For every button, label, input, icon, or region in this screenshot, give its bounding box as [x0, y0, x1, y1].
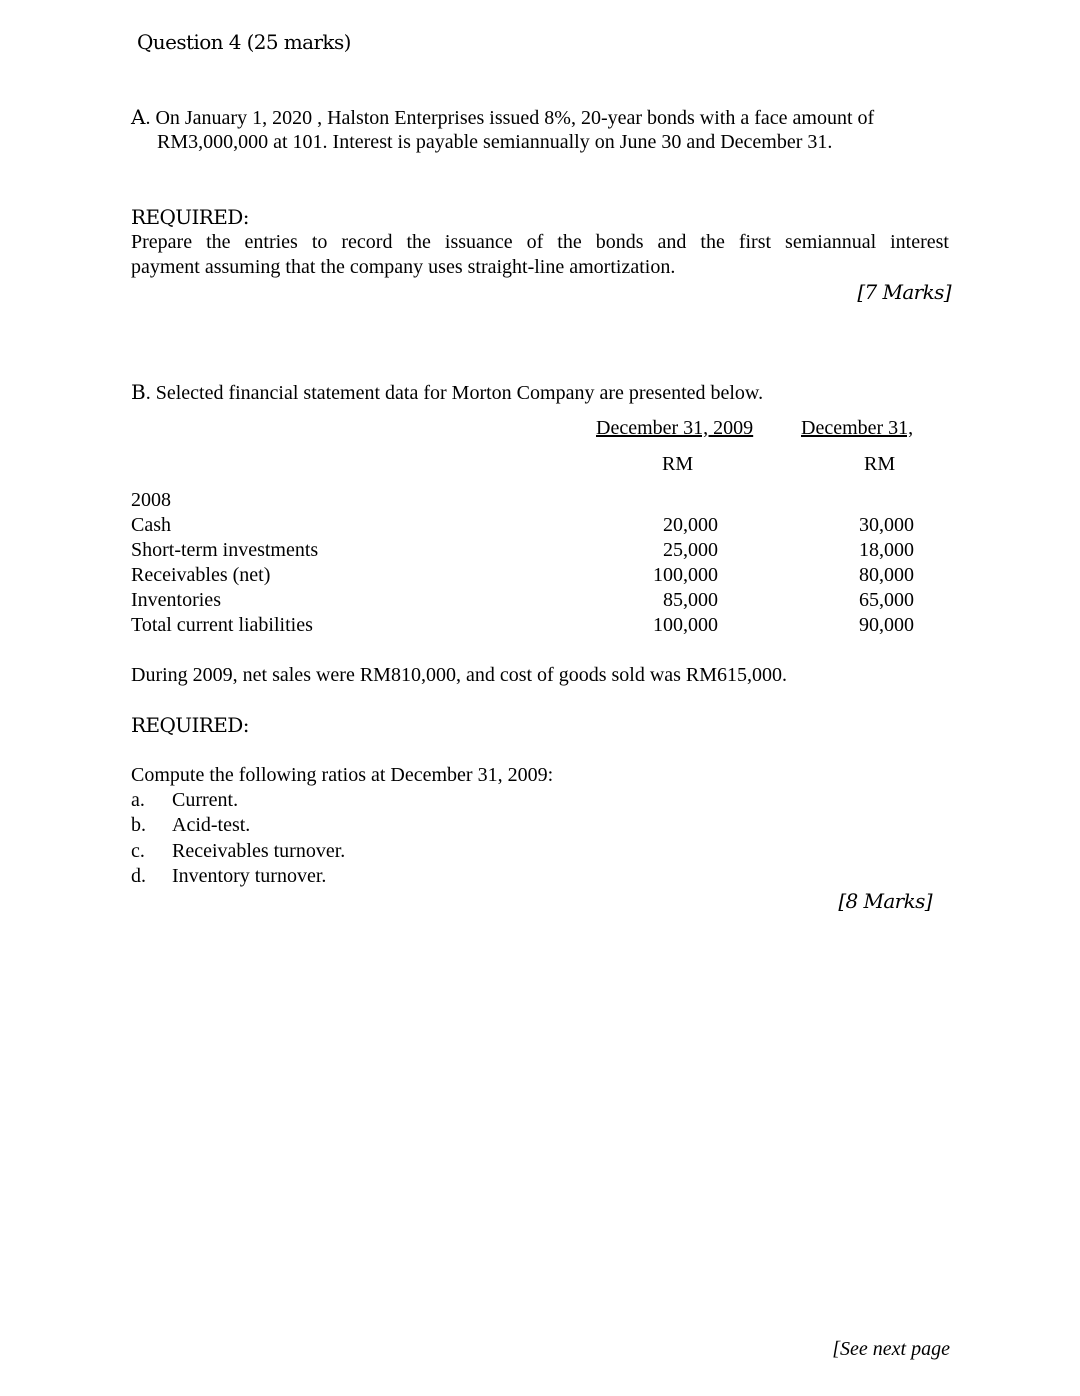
ratio-marker-d: d.: [131, 865, 146, 887]
question-title: Question 4 (25 marks): [137, 30, 351, 54]
ratio-item-inventory-turnover: Inventory turnover.: [172, 865, 327, 887]
row-label-total-current-liabilities: Total current liabilities: [131, 614, 313, 636]
row-label-short-term-investments: Short-term investments: [131, 539, 319, 561]
part-a-required-line-1: Prepare the entries to record the issuance of the bonds and the first semiannual interest: [131, 231, 949, 253]
part-a-line-1: [131, 107, 874, 128]
row-value-2008-receivables: 80,000: [859, 564, 914, 586]
col-unit-2008: RM: [864, 453, 896, 475]
col-header-2008: December 31,: [801, 417, 914, 439]
col-header-2009: December 31, 2009: [596, 417, 754, 439]
see-next-page-footer: [See next page: [832, 1338, 950, 1360]
part-a-text-1: . On January 1, 2020 , Halston Enterprises issued 8%, 20-year bonds with a face amount of: [145, 107, 875, 129]
row-value-2009-short-term-investments: 25,000: [663, 539, 718, 561]
year-carry-label: 2008: [131, 489, 171, 511]
ratio-marker-a: a.: [131, 789, 145, 811]
row-label-inventories: Inventories: [131, 589, 221, 611]
ratio-item-acid-test: Acid-test.: [172, 814, 251, 836]
part-b-intro-text: . Selected financial statement data for Morton Company are presented below.: [145, 382, 764, 404]
part-a-marks: [7 Marks]: [857, 280, 951, 304]
ratio-marker-b: b.: [131, 814, 146, 836]
row-value-2008-cash: 30,000: [859, 514, 914, 536]
ratio-marker-c: c.: [131, 840, 145, 862]
part-b-required-heading: REQUIRED:: [131, 713, 249, 737]
part-b-intro: [131, 382, 763, 403]
part-a-letter: A: [131, 105, 146, 129]
part-a-line-2: RM3,000,000 at 101. Interest is payable semiannually on June 30 and December 31.: [157, 131, 833, 153]
row-label-receivables: Receivables (net): [131, 564, 271, 586]
row-value-2008-total-current-liabilities: 90,000: [859, 614, 914, 636]
row-value-2008-inventories: 65,000: [859, 589, 914, 611]
row-label-cash: Cash: [131, 514, 171, 536]
ratio-item-current: Current.: [172, 789, 239, 811]
col-unit-2009: RM: [662, 453, 694, 475]
part-a-required-heading: REQUIRED:: [131, 205, 249, 229]
row-value-2009-inventories: 85,000: [663, 589, 718, 611]
row-value-2009-total-current-liabilities: 100,000: [653, 614, 718, 636]
sales-note: During 2009, net sales were RM810,000, and cost of goods sold was RM615,000.: [131, 664, 788, 686]
part-b-letter: B: [131, 380, 146, 404]
part-b-marks: [8 Marks]: [838, 889, 932, 913]
row-value-2009-cash: 20,000: [663, 514, 718, 536]
ratio-item-receivables-turnover: Receivables turnover.: [172, 840, 346, 862]
row-value-2008-short-term-investments: 18,000: [859, 539, 914, 561]
part-a-required-line-2: payment assuming that the company uses straight-line amortization.: [131, 256, 676, 278]
row-value-2009-receivables: 100,000: [653, 564, 718, 586]
compute-intro: Compute the following ratios at December 31, 2009:: [131, 764, 554, 786]
